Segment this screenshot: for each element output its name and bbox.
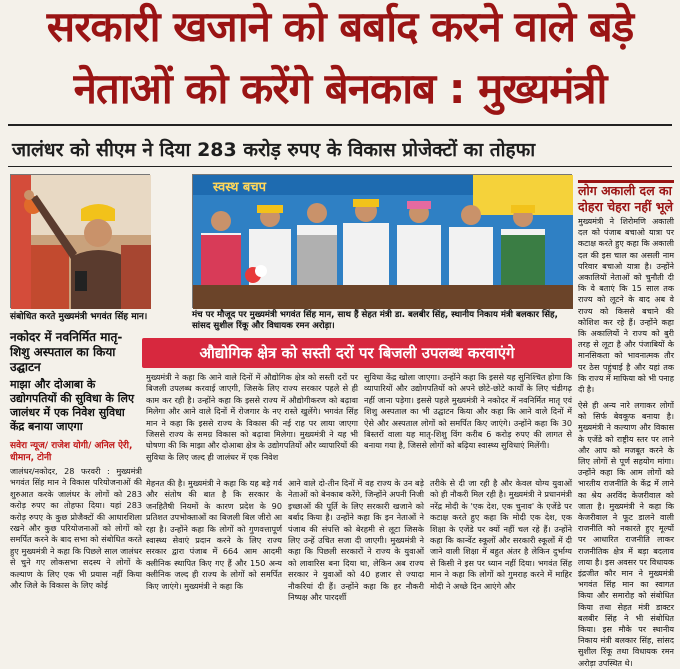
photo-cm-speaking (10, 174, 150, 308)
sidebar-box (578, 180, 674, 215)
article-column-2: सुविधा केंद्र खोला जाएगा। उन्होंने कहा कि इससे यह सुनिश्चित होगा कि व्यापारियों और उद्योगपतियों को अपने छोटे-छोटे कार्यों के लिए चंडीगढ़ नहीं जाना पड़ेगा। इससे पहले मुख्यमंत्री ने नकोदर में नवनिर्मित मातृ एवं शिशु अस्पताल का भी उद्घाटन किया और कहा कि आने वाले दिनों में ऐसे और अस्पताल लोगों को समर्पित किए जाएंगे। उन्होंने कहा कि 30 बिस्तरों वाला यह मातृ-शिशु विंग करीब 6 करोड़ रुपए की लागत से बनाया गया है, जिससे लोगों को बढ़िया स्वास्थ्य सुविधाएं मिलेंगी। (364, 372, 572, 451)
left-box-heading: नकोदर में नवनिर्मित मातृ-शिशु अस्पताल का किया उद्घाटन (10, 330, 123, 374)
sidebar-body: मुख्यमंत्री ने शिरोमणि अकाली दल को पंजाब बचाओ यात्रा पर कटाक्ष करते हुए कहा कि अकाली दल की इस चाल का असली नाम परिवार बचाओ यात्रा है। उन्होंने अकालियों नेताओं को चुनौती दी कि वे बताएं कि 15 साल तक राज्य को लूटने के बाद अब वे राज्य को किससे बचाने की कोशिश कर रहे हैं। उन्होंने कहा कि अकालियों ने राज्य को बुरी तरह से लूटा है और पंजाबियों के मानसिकता को भावनात्मक तौर पर ठेस पहुंचाई है और यहां तक कि राज्य में माफिया को भी पनाह दी है। (578, 217, 674, 395)
photo-cm-speaking-image (11, 175, 151, 309)
headline-line-2: नेताओं को करेंगे बेनकाब : मुख्यमंत्री (73, 64, 607, 113)
photo-left-caption: संबोधित करते मुख्यमंत्री भगवंत सिंह मान। (10, 312, 148, 322)
article-column-1: मुख्यमंत्री ने कहा कि आने वाले दिनों में औद्योगिक क्षेत्र को सस्ती दरों पर बिजली उपलब्ध करवाई जाएगी, जिसके लिए राज्य सरकार पहले से ही काम कर रही है। उन्होंने कहा कि इससे राज्य में औद्योगीकरण को बढ़ावा मिलेगा और आने वाले दिनों में रोजगार के नए रास्ते खुलेंगे। भगवंत सिंह मान ने कहा कि इससे राज्य के विकास की नई राह पर लाया जाएगा जिससे राज्य के समग्र विकास को बढ़ावा मिलेगा। मुख्यमंत्री ने यह भी घोषणा की कि माझा और दोआबा क्षेत्र के उद्योगपतियों और व्यापारियों की सुविधा के लिए जल्द ही जालंधर में एक निवेश (146, 372, 358, 462)
headline-line-1: सरकारी खजाने को बर्बाद करने वाले बड़े (46, 2, 634, 51)
article-column-4: आने वाले दो-तीन दिनों में वह राज्य के उन बड़े नेताओं को बेनकाब करेंगे, जिन्होंने अपनी निजी इच्छाओं की पूर्ति के लिए सरकारी खजाने को बर्बाद किया है। उन्होंने कहा कि इन नेताओं ने पंजाब की संपत्ति को बेरहमी से लूटा जिसके लिए उन्हें उचित सजा दी जाएगी। मुख्यमंत्री ने कहा कि पिछली सरकारों ने राज्य के युवाओं को लावारिस बना दिया था, लेकिन अब राज्य सरकार ने युवाओं को 40 हजार से ज्यादा नौकरियां दी हैं। उन्होंने कहा कि हर नौकरी निष्पक्ष और पारदर्शी (288, 478, 424, 603)
subheadline: जालंधर को सीएम ने दिया 283 करोड़ रुपए के विकास प्रोजेक्टों का तोहफा (12, 139, 536, 161)
section-banner: औद्योगिक क्षेत्र को सस्ती दरों पर बिजली उपलब्ध करवाएंगे (142, 338, 572, 368)
stage-banner-text: स्वस्थ बचप (213, 180, 266, 195)
photo-stage-image (193, 175, 573, 309)
subheadline-divider (8, 166, 672, 167)
headline-divider (8, 124, 672, 126)
sidebar-body-continued: ऐसे ही अन्य नारे लगाकर लोगों को सिर्फ बेवकूफ बनाया है। मुख्यमंत्री ने कल्याण और विकास के एजेंडे को राष्ट्रीय स्तर पर लाने और आप को मजबूत करने के लिए लोगों से पूर्ण सहयोग मांगा। उन्होंने कहा कि आम लोगों को भारतीय राजनीति के केंद्र में लाने का श्रेय अरविंद केजरीवाल को जाता है। मुख्यमंत्री ने कहा कि केजरीवाल ने फूट डालने वाली राजनीति को नकारते हुए मूल्यों पर आधारित राजनीति लाकर राजनीतिक क्षेत्र में बड़ा बदलाव लाया है। इस अवसर पर विधायक इंद्रजीत कौर मान ने मुख्यमंत्री भगवंत सिंह मान का स्वागत किया और समारोह को संबोधित किया तथा सेहत मंत्री डाक्टर बलबीर सिंह ने भी संबोधित किया। इस मौके पर स्थानीय निकाय मंत्री बलकार सिंह, सांसद सुशील रिंकू तथा विधायक रमन अरोड़ा उपस्थित थे। (578, 401, 674, 668)
article-column-3: मेहनत की है। मुख्यमंत्री ने कहा कि यह बड़े गर्व और संतोष की बात है कि सरकार के जनहितैषी नियमों के कारण प्रदेश के 90 प्रतिशत उपभोक्ताओं का बिजली बिल जीरो आ रहा है। उन्होंने कहा कि लोगों को गुणवत्तापूर्ण स्वास्थ्य सेवाएं प्रदान करने के लिए राज्य सरकार द्वारा पंजाब में 664 आम आदमी क्लीनिक स्थापित किए गए हैं और 150 अन्य क्लीनिक जल्द ही राज्य के लोगों को समर्पित किए जाएंगे। मुख्यमंत्री ने कहा कि (146, 478, 282, 591)
article-column-5: तरीके से दी जा रही है और केवल योग्य युवाओं को ही नौकरी मिल रही है। मुख्यमंत्री ने प्रधानमंत्री नरेंद्र मोदी के 'एक देश, एक चुनाव' के एजेंडे पर कटाक्ष करते हुए कहा कि मोदी एक देश, एक शिक्षा के एजेंडे पर क्यों नहीं चल रहे हैं। उन्होंने कहा कि कान्वेंट स्कूलों और सरकारी स्कूलों में दी जाने वाली शिक्षा में बहुत अंतर है लेकिन दुर्भाग्य से किसी ने इस पर ध्यान नहीं दिया। भगवंत सिंह मान ने कहा कि लोगों को गुमराह करने में माहिर मोदी ने अच्छे दिन आएंगे और (430, 478, 572, 591)
left-column-body: जालंधर/नकोदर, 28 फरवरी : मुख्यमंत्री भगवंत सिंह मान ने विकास परियोजनाओं की शुरुआत करके जालंधर के लोगों को 283 करोड़ रुपए का तोहफा दिया। यहां 283 करोड़ रुपए के कुछ प्रोजैक्टों की आधारशिला रखने और कुछ परियोजनाओं को लोगों को समर्पित करने के बाद सभा को संबोधित करते हुए मुख्यमंत्री ने कहा कि पिछले साल जालंधर से चुने गए लोकसभा सदस्य ने लोगों के कल्याण के लिए एक भी प्रयास नहीं किया और जिले के विकास के लिए कोई (10, 466, 142, 591)
photo-stage (192, 174, 572, 308)
left-box-subheading: माझा और दोआबा के उद्योगपतियों की सुविधा के लिए जालंधर में एक निवेश सुविधा केंद्र बनाया जाएगा (10, 378, 135, 433)
sidebar-title: लोग अकाली दल का दोहरा चेहरा नहीं भूले (578, 183, 673, 214)
byline: सवेरा न्यूज/ राजेश योगी/ अनिल ऐरी, धीमान, टोनी (10, 441, 133, 463)
photo-right-caption: मंच पर मौजूद पर मुख्यमंत्री भगवंत सिंह मान, साथ हैं सेहत मंत्री डा. बलबीर सिंह, स्थानीय निकाय मंत्री बलकार सिंह, सांसद सुशील रिंकू और विधायक रमन अरोड़ा। (192, 310, 558, 331)
